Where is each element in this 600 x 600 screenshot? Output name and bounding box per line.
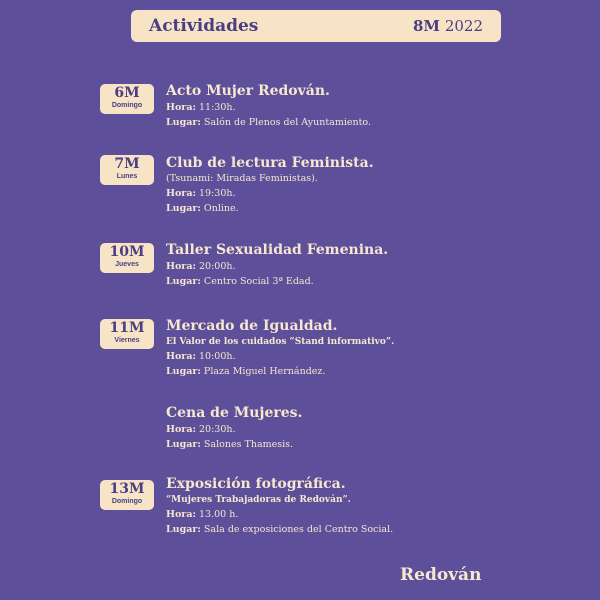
badge-date: 13M — [109, 481, 145, 497]
event-info — [166, 241, 388, 289]
event-lugar — [166, 201, 374, 216]
hora-value: 19:30h. — [195, 188, 236, 199]
badge-weekday: Lunes — [116, 173, 138, 180]
event-title: Mercado de Igualdad. — [166, 318, 338, 334]
event-lugar — [166, 115, 371, 130]
event-lugar — [166, 437, 302, 452]
badge-weekday: Jueves — [115, 261, 139, 268]
badge-weekday: Viernes — [114, 337, 140, 344]
event-subtitle: “Mujeres Trabajadoras de Redován”. — [166, 495, 351, 505]
badge-weekday: Domingo — [111, 498, 143, 505]
hora-value: 10:00h. — [195, 351, 236, 362]
date-strong: 8M — [413, 17, 441, 35]
date-badge — [100, 84, 154, 114]
lugar-value: Salón de Plenos del Ayuntamiento. — [200, 117, 372, 128]
page-title: Actividades — [149, 16, 259, 36]
event-info — [166, 82, 371, 130]
hora-value: 20:00h. — [195, 261, 236, 272]
lugar-label: Lugar: — [166, 524, 201, 535]
hora-label: Hora: — [166, 509, 196, 520]
date-year: 2022 — [440, 17, 483, 35]
event-title: Acto Mujer Redován. — [166, 83, 330, 99]
header-bar — [131, 10, 501, 42]
event-lugar — [166, 364, 394, 379]
lugar-value: Sala de exposiciones del Centro Social. — [200, 524, 394, 535]
event-date — [413, 17, 483, 35]
event-lugar — [166, 522, 393, 537]
event-title: Exposición fotográfica. — [166, 476, 346, 492]
event-hora — [166, 186, 374, 201]
event-info — [166, 404, 302, 452]
event-title: Cena de Mujeres. — [166, 405, 303, 421]
brand-logo: Redován — [400, 565, 482, 585]
hora-label: Hora: — [166, 424, 196, 435]
lugar-label: Lugar: — [166, 203, 201, 214]
hora-value: 13.00 h. — [195, 509, 239, 520]
hora-label: Hora: — [166, 188, 196, 199]
hora-value: 20:30h. — [195, 424, 236, 435]
date-badge — [100, 155, 154, 185]
event-title: Club de lectura Feminista. — [166, 155, 374, 171]
event-hora — [166, 507, 393, 522]
event-hora — [166, 422, 302, 437]
lugar-value: Salones Thamesis. — [200, 439, 294, 450]
lugar-label: Lugar: — [166, 366, 201, 377]
date-badge — [100, 243, 154, 273]
lugar-label: Lugar: — [166, 276, 201, 287]
event-subtitle: El Valor de los cuidados “Stand informativo”. — [166, 337, 395, 347]
event-hora — [166, 100, 371, 115]
event-lugar — [166, 274, 388, 289]
date-badge — [100, 319, 154, 349]
event-info — [166, 154, 374, 216]
event-title: Taller Sexualidad Femenina. — [166, 242, 389, 258]
lugar-label: Lugar: — [166, 117, 201, 128]
lugar-value: Centro Social 3ª Edad. — [200, 276, 314, 287]
lugar-value: Online. — [200, 203, 239, 214]
hora-value: 11:30h. — [195, 102, 236, 113]
hora-label: Hora: — [166, 102, 196, 113]
badge-date: 11M — [109, 320, 145, 336]
event-info — [166, 475, 393, 537]
badge-date: 7M — [114, 156, 140, 172]
lugar-label: Lugar: — [166, 439, 201, 450]
badge-date: 10M — [109, 244, 145, 260]
event-info — [166, 317, 394, 379]
hora-label: Hora: — [166, 351, 196, 362]
date-badge — [100, 480, 154, 510]
lugar-value: Plaza Miguel Hernández. — [200, 366, 326, 377]
event-hora — [166, 349, 394, 364]
badge-weekday: Domingo — [111, 102, 143, 109]
badge-date: 6M — [114, 85, 140, 101]
hora-label: Hora: — [166, 261, 196, 272]
event-hora — [166, 259, 388, 274]
event-subtitle: (Tsunami: Miradas Feministas). — [166, 173, 318, 184]
